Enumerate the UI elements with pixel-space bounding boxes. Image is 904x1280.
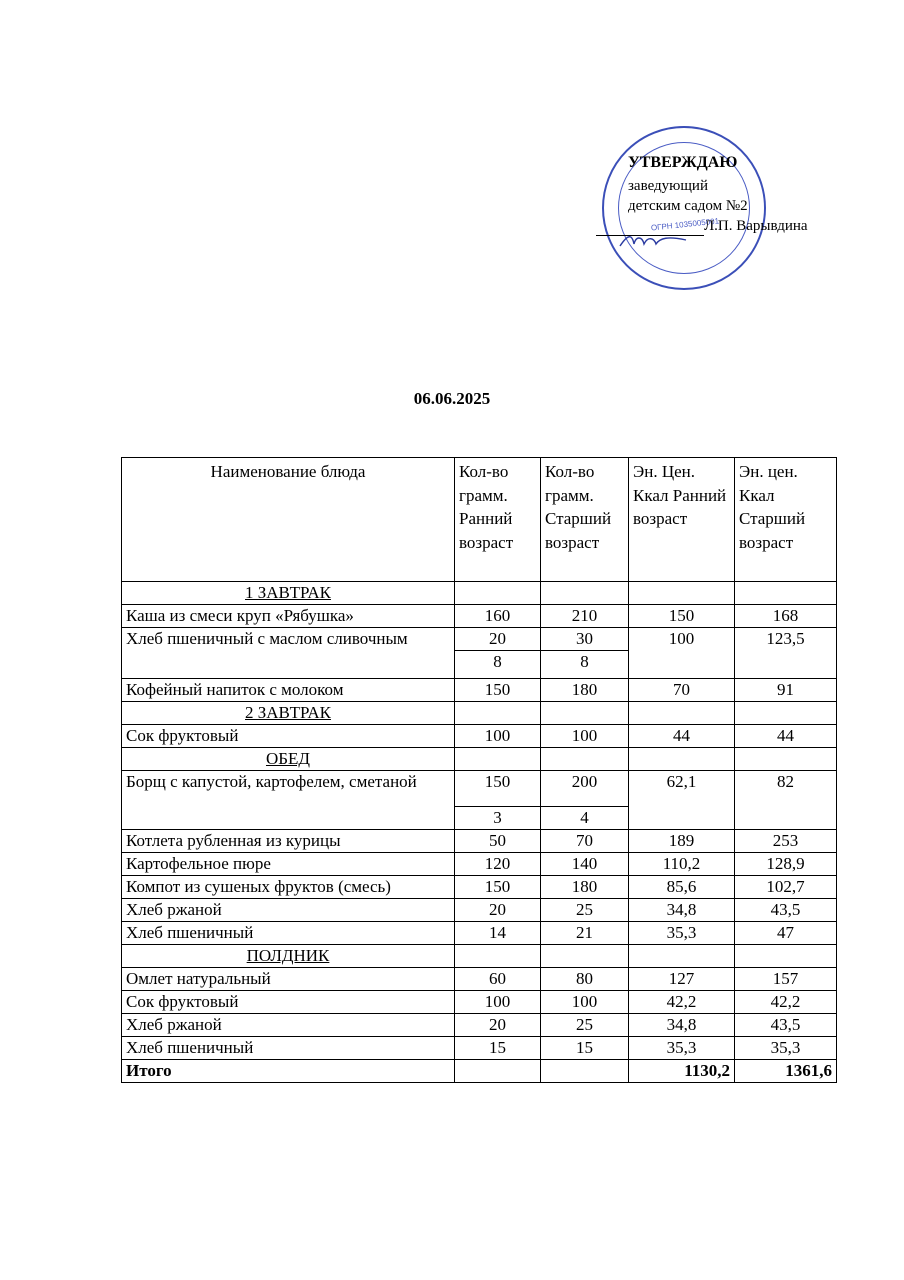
- table-row: [122, 899, 837, 922]
- kcal-early: 42,2: [629, 991, 735, 1014]
- qty-senior: 80: [541, 968, 629, 991]
- kcal-early: 127: [629, 968, 735, 991]
- kcal-senior: 43,5: [735, 899, 837, 922]
- section-breakfast1: 1 ЗАВТРАК: [122, 582, 455, 605]
- qty-senior-sour-cream: 4: [541, 807, 629, 830]
- signature-name: Л.П. Варывдина: [704, 218, 808, 234]
- qty-early: 20: [455, 899, 541, 922]
- kcal-early: 35,3: [629, 1037, 735, 1060]
- table-row: [122, 605, 837, 628]
- qty-senior-butter: 8: [541, 651, 629, 679]
- menu-table: [121, 457, 837, 1083]
- table-row: [122, 968, 837, 991]
- total-row: [122, 1060, 837, 1083]
- qty-senior: 180: [541, 876, 629, 899]
- table-row: [122, 771, 837, 807]
- header-name: Наименование блюда: [122, 458, 455, 582]
- dish-name: Сок фруктовый: [122, 991, 455, 1014]
- kcal-early: 44: [629, 725, 735, 748]
- qty-early: 100: [455, 725, 541, 748]
- kcal-senior: 168: [735, 605, 837, 628]
- kcal-senior: 44: [735, 725, 837, 748]
- dish-name: Хлеб ржаной: [122, 1014, 455, 1037]
- approval-organization: детским садом №2: [628, 198, 748, 214]
- table-row: [122, 922, 837, 945]
- kcal-early: 100: [629, 628, 735, 679]
- kcal-early: 85,6: [629, 876, 735, 899]
- table-row: [122, 853, 837, 876]
- kcal-senior: 42,2: [735, 991, 837, 1014]
- kcal-senior: 91: [735, 679, 837, 702]
- qty-senior: 25: [541, 899, 629, 922]
- total-kcal-early: 1130,2: [629, 1060, 735, 1083]
- kcal-early: 70: [629, 679, 735, 702]
- qty-early: 60: [455, 968, 541, 991]
- signature-scribble: [618, 232, 688, 250]
- section-row: [122, 945, 837, 968]
- dish-name: Борщ с капустой, картофелем, сметаной: [122, 771, 455, 830]
- kcal-early: 189: [629, 830, 735, 853]
- table-row: [122, 628, 837, 651]
- qty-early: 150: [455, 771, 541, 807]
- section-snack: ПОЛДНИК: [122, 945, 455, 968]
- dish-name: Хлеб пшеничный с маслом сливочным: [122, 628, 455, 679]
- table-row: [122, 725, 837, 748]
- header-qty-early: Кол-во грамм. Ранний возраст: [455, 458, 541, 582]
- kcal-early: 62,1: [629, 771, 735, 830]
- approval-position: заведующий: [628, 178, 708, 194]
- table-row: [122, 1037, 837, 1060]
- qty-early-butter: 8: [455, 651, 541, 679]
- kcal-senior: 102,7: [735, 876, 837, 899]
- qty-early: 150: [455, 876, 541, 899]
- qty-early: 100: [455, 991, 541, 1014]
- header-kcal-early: Эн. Цен. Ккал Ранний возраст: [629, 458, 735, 582]
- qty-senior: 140: [541, 853, 629, 876]
- qty-early-sour-cream: 3: [455, 807, 541, 830]
- qty-early: 14: [455, 922, 541, 945]
- kcal-senior: 82: [735, 771, 837, 830]
- section-breakfast2: 2 ЗАВТРАК: [122, 702, 455, 725]
- table-row: [122, 679, 837, 702]
- qty-early: 120: [455, 853, 541, 876]
- dish-name: Хлеб пшеничный: [122, 1037, 455, 1060]
- total-label: Итого: [122, 1060, 455, 1083]
- section-row: [122, 582, 837, 605]
- kcal-early: 35,3: [629, 922, 735, 945]
- qty-senior: 21: [541, 922, 629, 945]
- table-header-row: [122, 458, 837, 582]
- table-row: [122, 830, 837, 853]
- total-kcal-senior: 1361,6: [735, 1060, 837, 1083]
- header-qty-senior: Кол-во грамм. Старший возраст: [541, 458, 629, 582]
- section-lunch: ОБЕД: [122, 748, 455, 771]
- header-kcal-senior: Эн. цен. Ккал Старший возраст: [735, 458, 837, 582]
- dish-name: Котлета рубленная из курицы: [122, 830, 455, 853]
- approval-block: [596, 126, 836, 301]
- qty-early: 150: [455, 679, 541, 702]
- dish-name: Компот из сушеных фруктов (смесь): [122, 876, 455, 899]
- dish-name: Картофельное пюре: [122, 853, 455, 876]
- qty-early: 20: [455, 628, 541, 651]
- qty-senior: 15: [541, 1037, 629, 1060]
- dish-name: Хлеб пшеничный: [122, 922, 455, 945]
- dish-name: Каша из смеси круп «Рябушка»: [122, 605, 455, 628]
- approval-title: УТВЕРЖДАЮ: [628, 154, 738, 171]
- kcal-senior: 47: [735, 922, 837, 945]
- qty-senior: 30: [541, 628, 629, 651]
- kcal-senior: 128,9: [735, 853, 837, 876]
- kcal-senior: 157: [735, 968, 837, 991]
- qty-early: 160: [455, 605, 541, 628]
- qty-early: 20: [455, 1014, 541, 1037]
- qty-senior: 200: [541, 771, 629, 807]
- section-row: [122, 748, 837, 771]
- dish-name: Сок фруктовый: [122, 725, 455, 748]
- kcal-early: 34,8: [629, 1014, 735, 1037]
- table-row: [122, 876, 837, 899]
- table-row: [122, 991, 837, 1014]
- kcal-early: 34,8: [629, 899, 735, 922]
- table-row: [122, 1014, 837, 1037]
- qty-senior: 25: [541, 1014, 629, 1037]
- qty-early: 50: [455, 830, 541, 853]
- qty-senior: 70: [541, 830, 629, 853]
- qty-senior: 100: [541, 725, 629, 748]
- kcal-senior: 43,5: [735, 1014, 837, 1037]
- kcal-senior: 123,5: [735, 628, 837, 679]
- dish-name: Кофейный напиток с молоком: [122, 679, 455, 702]
- dish-name: Омлет натуральный: [122, 968, 455, 991]
- kcal-early: 110,2: [629, 853, 735, 876]
- kcal-senior: 253: [735, 830, 837, 853]
- qty-senior: 210: [541, 605, 629, 628]
- menu-date: 06.06.2025: [413, 389, 491, 408]
- qty-senior: 100: [541, 991, 629, 1014]
- qty-senior: 180: [541, 679, 629, 702]
- stamp-text: ОГРН 1035005001: [650, 216, 720, 233]
- section-row: [122, 702, 837, 725]
- kcal-early: 150: [629, 605, 735, 628]
- dish-name: Хлеб ржаной: [122, 899, 455, 922]
- qty-early: 15: [455, 1037, 541, 1060]
- kcal-senior: 35,3: [735, 1037, 837, 1060]
